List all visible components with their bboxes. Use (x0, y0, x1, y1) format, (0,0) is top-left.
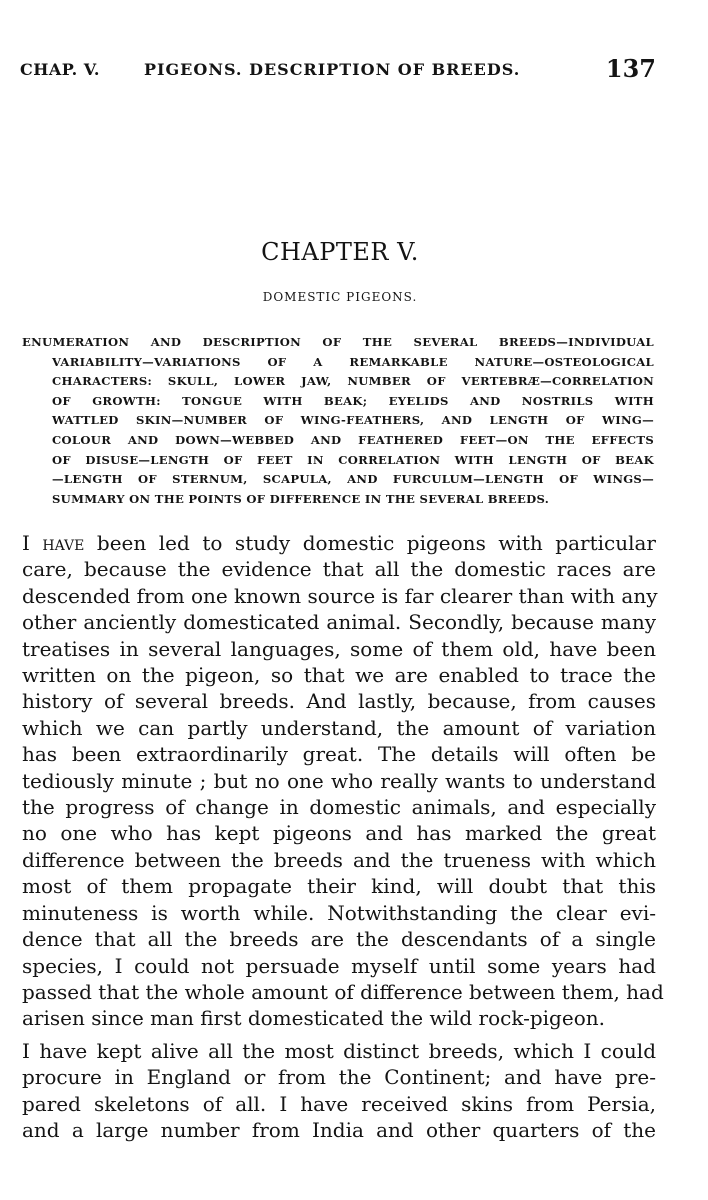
paragraph-line: difference between the breeds and the trueness with which (22, 847, 656, 872)
paragraph-line: and a large number from India and other quarters of the (22, 1117, 656, 1142)
paragraph-line: treatises in several languages, some of them old, have been (22, 636, 656, 661)
paragraph-line: I have kept alive all the most distinct breeds, which I could (22, 1038, 656, 1063)
chapter-subtitle: DOMESTIC PIGEONS. (262, 290, 418, 304)
paragraph-line: descended from one known source is far clearer than with any (22, 583, 658, 608)
paragraph-line: history of several breeds. And lastly, because, from causes (22, 689, 656, 714)
chapter-summary (22, 333, 654, 509)
paragraph-line: pared skeletons of all. I have received skins from Persia, (22, 1091, 656, 1116)
paragraph-line: arisen since man first domesticated the wild rock-pigeon. (22, 1006, 605, 1031)
paragraph-line: most of them propagate their kind, will doubt that this (22, 874, 656, 899)
paragraph-line: has been extraordinarily great. The details will often be (22, 742, 656, 767)
paragraph-line: which we can partly understand, the amount of variation (22, 715, 656, 740)
paragraph-2 (22, 1038, 656, 1144)
paragraph-line: tediously minute ; but no one who really wants to understand (22, 768, 656, 793)
paragraph-1 (22, 530, 664, 1032)
paragraph-line: written on the pigeon, so that we are enabled to trace the (22, 663, 656, 688)
summary-line: OF DISUSE—LENGTH OF FEET IN CORRELATION WITH LENGTH OF BEAK (52, 452, 654, 467)
running-head-chapter: CHAP. V. (20, 60, 100, 79)
running-head (20, 56, 660, 90)
paragraph-line: species, I could not persuade myself until some years had (22, 953, 656, 978)
paragraph-line: the progress of change in domestic animals, and especially (22, 795, 656, 820)
body-text (22, 530, 664, 1143)
summary-line: ENUMERATION AND DESCRIPTION OF THE SEVERAL BREEDS—INDIVIDUAL (22, 335, 654, 349)
lead-in-small-caps: I have (22, 531, 85, 555)
summary-line: CHARACTERS: SKULL, LOWER JAW, NUMBER OF VERTEBRÆ—CORRELATION (52, 374, 654, 389)
summary-line: OF GROWTH: TONGUE WITH BEAK; EYELIDS AND NOSTRILS WITH (52, 393, 654, 408)
summary-line: COLOUR AND DOWN—WEBBED AND FEATHERED FEET—ON THE EFFECTS (52, 432, 654, 447)
running-head-title: PIGEONS. DESCRIPTION OF BREEDS. (144, 60, 521, 79)
summary-line: WATTLED SKIN—NUMBER OF WING-FEATHERS, AND LENGTH OF WING— (52, 413, 654, 428)
paragraph-line: other anciently domesticated animal. Secondly, because many (22, 610, 656, 635)
page-number: 137 (605, 54, 656, 83)
first-line-text: been led to study domestic pigeons with particular (84, 531, 656, 555)
summary-line: —LENGTH OF STERNUM, SCAPULA, AND FURCULUM—LENGTH OF WINGS— (52, 472, 654, 487)
paragraph-line: no one who has kept pigeons and has marked the great (22, 821, 656, 846)
paragraph-line: care, because the evidence that all the domestic races are (22, 557, 656, 582)
paragraph-line: passed that the whole amount of difference between them, had (22, 979, 664, 1004)
paragraph-line: minuteness is worth while. Notwithstanding the clear evi- (22, 900, 656, 925)
summary-line: VARIABILITY—VARIATIONS OF A REMARKABLE NATURE—OSTEOLOGICAL (52, 354, 654, 369)
paragraph-line: dence that all the breeds are the descendants of a single (22, 927, 656, 952)
chapter-heading: CHAPTER V. (261, 238, 419, 266)
summary-line: SUMMARY ON THE POINTS OF DIFFERENCE IN THE SEVERAL BREEDS. (52, 491, 550, 506)
paragraph-line: procure in England or from the Continent; and have pre- (22, 1065, 656, 1090)
paragraph-line (22, 530, 656, 556)
